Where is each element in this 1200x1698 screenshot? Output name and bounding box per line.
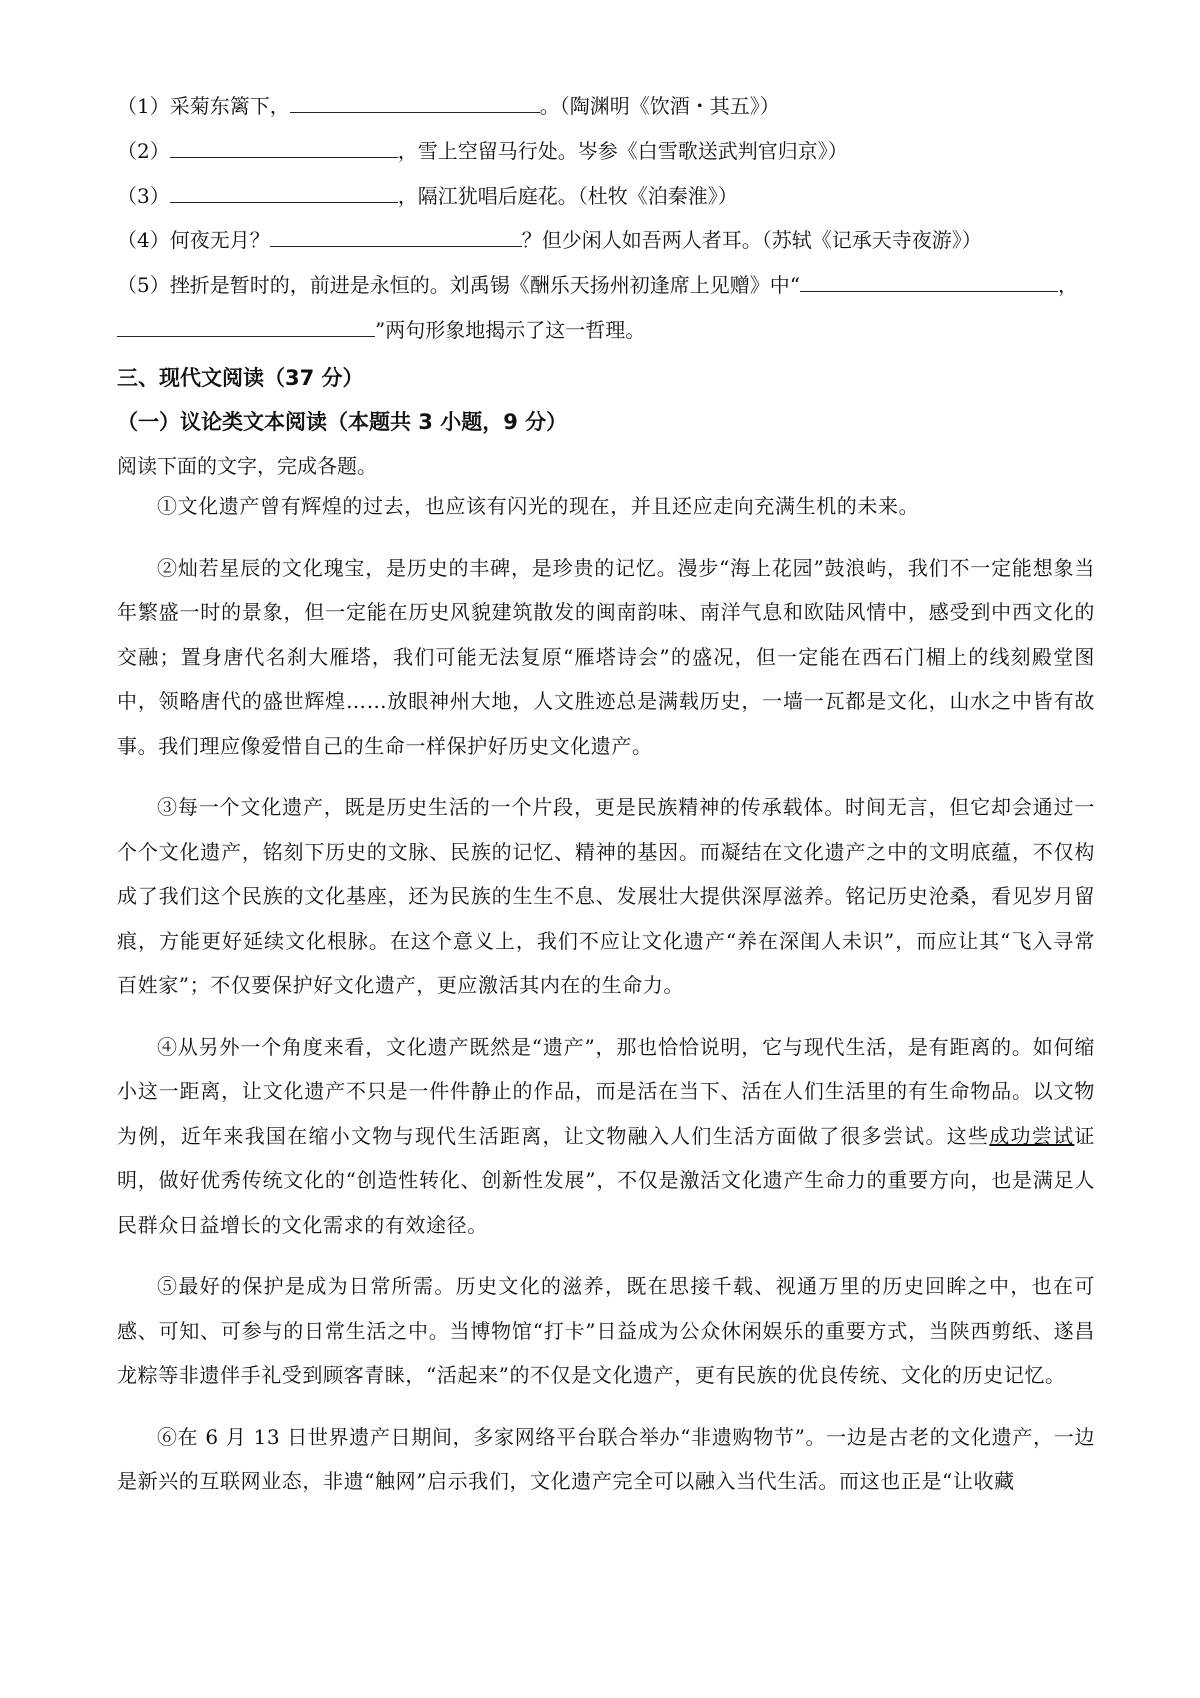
question-3-suffix: ，隔江犹唱后庭花。（杜牧《泊秦淮》） [397, 184, 738, 208]
paragraph-6: ⑥在 6 月 13 日世界遗产日期间，多家网络平台联合举办“非遗购物节”。一边是古老的文化遗产，一边是新兴的互联网业态，非遗“触网”启示我们，文化遗产完全可以融入当代生活。而这也正是“让收藏 [117, 1424, 1095, 1493]
question-4-prefix: （4）何夜无月？ [117, 228, 270, 252]
answer-blank-1[interactable] [290, 92, 540, 113]
paragraph-4-part-1: ④从另外一个角度来看，文化遗产既然是“遗产”，那也恰恰说明，它与现代生活，是有距离的。如何缩小这一距离，让文化遗产不只是一件件静止的作品，而是活在当下、活在人们生活里的有生命物品。以文物为例，近年来我国在缩小文物与现代生活距离，让文物融入人们生活方面做了很多尝试。这些 [117, 1034, 1095, 1148]
paragraph-5: ⑤最好的保护是成为日常所需。历史文化的滋养，既在思接千载、视通万里的历史回眸之中，也在可感、可知、可参与的日常生活之中。当博物馆“打卡”日益成为公众休闲娱乐的重要方式，当陕西剪纸、遂昌龙粽等非遗伴手礼受到顾客青睐，“活起来”的不仅是文化遗产，更有民族的优良传统、文化的历史记忆。 [117, 1274, 1095, 1387]
underlined-phrase: 成功尝试 [989, 1123, 1075, 1148]
question-1-suffix: 。（陶渊明《饮酒・其五》） [539, 94, 780, 118]
question-3 [117, 182, 738, 210]
paragraph-4 [117, 1025, 1095, 1248]
question-5-line-1 [117, 271, 1078, 299]
paragraph-2: ②灿若星辰的文化瑰宝，是历史的丰碑，是珍贵的记忆。漫步“海上花园”鼓浪屿，我们不一定能想象当年繁盛一时的景象，但一定能在历史风貌建筑散发的闽南韵味、南洋气息和欧陆风情中，感受到中西文化的交融；置身唐代名刹大雁塔，我们可能无法复原“雁塔诗会”的盛况，但一定能在西石门楣上的线刻殿堂图中，领略唐代的盛世辉煌……放眼神州大地，人文胜迹总是满载历史，一墙一瓦都是文化，山水之中皆有故事。我们理应像爱惜自己的生命一样保护好历史文化遗产。 [117, 555, 1095, 758]
question-1-prefix: （1）采菊东篱下， [117, 94, 290, 118]
question-2 [117, 137, 848, 165]
question-5-line-2 [117, 316, 645, 344]
question-2-suffix: ，雪上空留马行处。岑参《白雪歌送武判官归京》） [397, 139, 848, 163]
answer-blank-5a[interactable] [800, 271, 1058, 292]
answer-blank-2[interactable] [170, 137, 398, 158]
section-title: 三、现代文阅读（37 分） [117, 366, 364, 390]
paragraph-1: ①文化遗产曾有辉煌的过去，也应该有闪光的现在，并且还应走向充满生机的未来。 [157, 494, 920, 518]
question-3-prefix: （3） [117, 184, 170, 208]
answer-blank-3[interactable] [170, 182, 398, 203]
question-1 [117, 92, 780, 120]
answer-blank-5b[interactable] [117, 316, 375, 337]
question-5-suffix: ”两句形象地揭示了这一哲理。 [375, 318, 646, 342]
question-4-suffix: ？但少闲人如吾两人者耳。（苏轼《记承天寺夜游》） [521, 228, 982, 252]
paragraph-4-part-2: 证明，做好优秀传统文化的“创造性转化、创新性发展”，不仅是激活文化遗产生命力的重要方向，也是满足人民群众日益增长的文化需求的有效途径。 [117, 1123, 1095, 1237]
question-5-prefix: （5）挫折是暂时的，前进是永恒的。刘禹锡《酬乐天扬州初逢席上见赠》中“ [117, 273, 800, 297]
question-4 [117, 226, 982, 254]
paragraph-3: ③每一个文化遗产，既是历史生活的一个片段，更是民族精神的传承载体。时间无言，但它却会通过一个个文化遗产，铭刻下历史的文脉、民族的记忆、精神的基因。而凝结在文化遗产之中的文明底蕴，不仅构成了我们这个民族的文化基座，还为民族的生生不息、发展壮大提供深厚滋养。铭记历史沧桑，看见岁月留痕，方能更好延续文化根脉。在这个意义上，我们不应让文化遗产“养在深闺人未识”，而应让其“飞入寻常百姓家”；不仅要保护好文化遗产，更应激活其内在的生命力。 [117, 795, 1095, 997]
answer-blank-4[interactable] [270, 226, 522, 247]
question-2-prefix: （2） [117, 139, 170, 163]
question-5-comma: ， [1057, 273, 1078, 297]
reading-passage [117, 484, 1095, 1521]
subsection-title: （一）议论类文本阅读（本题共 3 小题，9 分） [117, 410, 568, 434]
reading-instruction: 阅读下面的文字，完成各题。 [117, 454, 377, 478]
